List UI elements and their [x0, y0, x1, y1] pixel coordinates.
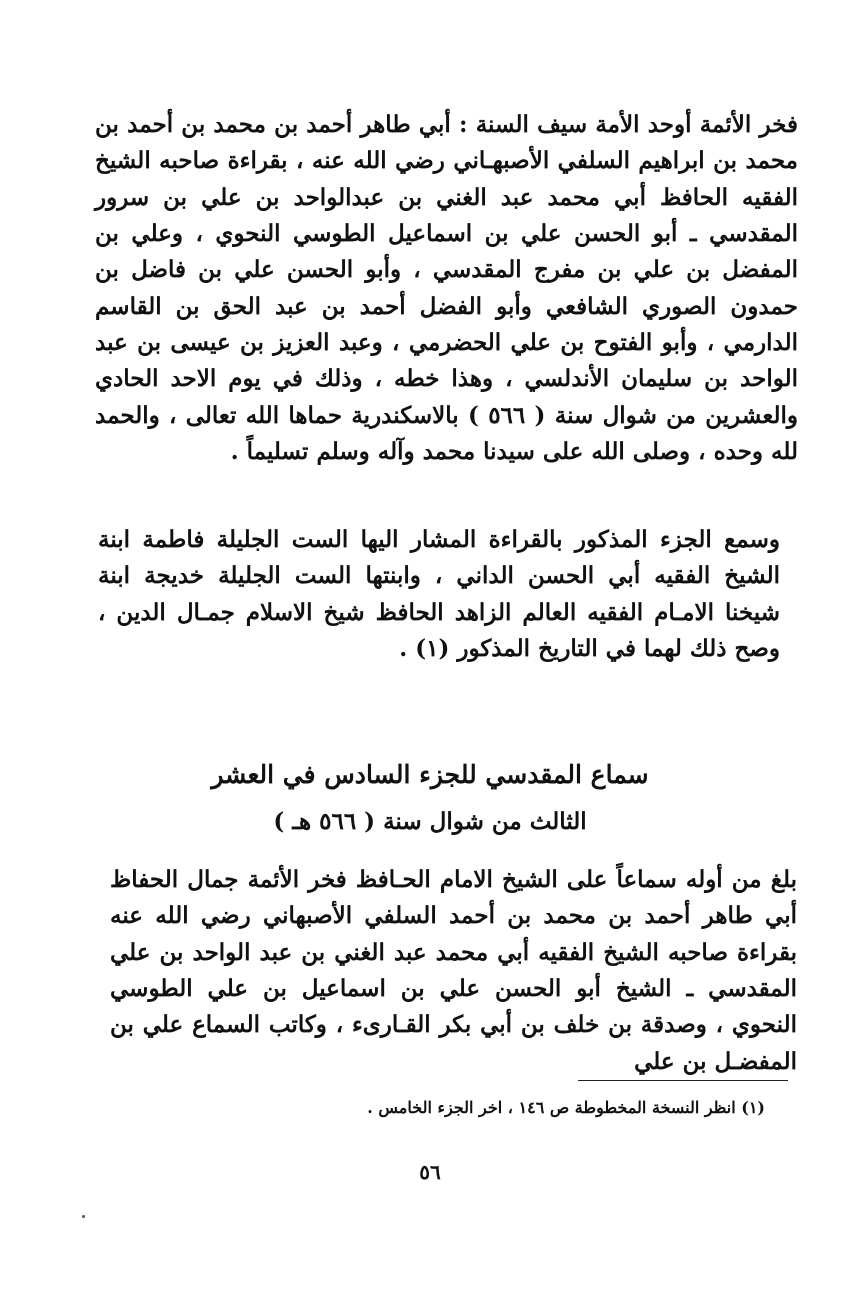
paragraph-audition-record: بلغ من أوله سماعاً على الشيخ الامام الحـافظ فخر الأئمة جمال الحفاظ أبي طاهر أحمد بن محمد بن أحمد السلفي الأصبهاني رضي الله عنه بقراءة صاحبه الشيخ الفقيه أبي محمد عبد الغني بن عبد الواحد بن علي المقدسي ـ الشيخ أبو الحسن علي بن اسماعيل بن علي الطوسي النحوي ، وصدقة بن خلف بن أبي بكر القـارىء ، وكاتب السماع علي بن المفضـل بن علي [110, 866, 797, 1075]
footnote-divider [578, 1080, 788, 1081]
paragraph-additional-listeners: وسمع الجزء المذكور بالقراءة المشار اليها الست الجليلة فاطمة ابنة الشيخ الفقيه أبي الحسن الداني ، وابنتها الست الجليلة خديجة ابنة شيخنا الامـام الفقيه العالم الزاهد الحافظ شيخ الاسلام جمـال الدين ، وصح ذلك لهما في التاريخ المذكور (١) . [98, 526, 780, 662]
paragraph-colophon: فخر الأئمة أوحد الأمة سيف السنة : أبي طاهر أحمد بن محمد بن أحمد بن محمد بن ابراهيم السلفي الأصبهـاني رضي الله عنه ، بقراءة صاحبه الشيخ الفقيه الحافظ أبي محمد عبد الغني بن عبدالواحد بن علي بن سرور المقدسي ـ أبو الحسن علي بن اسماعيل الطوسي النحوي ، وعلي بن المفضل بن علي بن مفرج المقدسي ، وأبو الحسن علي بن فاضل بن حمدون الصوري الشافعي وأبو الفضل أحمد بن عبد الحق بن القاسم الدارمي ، وأبو الفتوح بن علي الحضرمي ، وعبد العزيز بن عيسى بن عبد الواحد بن سليمان الأندلسي ، وهذا خطه ، وذلك في يوم الاحد الحادي والعشرين من شوال سنة ( ٥٦٦ ) بالاسكندرية حماها الله تعالى ، والحمد لله وحده ، وصلى الله على سيدنا محمد وآله وسلم تسليماً . [95, 111, 798, 465]
scan-speck [82, 1215, 85, 1218]
section-heading: سماع المقدسي للجزء السادس في العشر [211, 760, 649, 789]
page-number: ٥٦ [419, 1160, 441, 1184]
section-subheading: الثالث من شوال سنة ( ٥٦٦ هـ ) [273, 808, 587, 835]
footnote: (١) انظر النسخة المخطوطة ص ١٤٦ ، اخر الجزء الخامس . [367, 1098, 765, 1117]
